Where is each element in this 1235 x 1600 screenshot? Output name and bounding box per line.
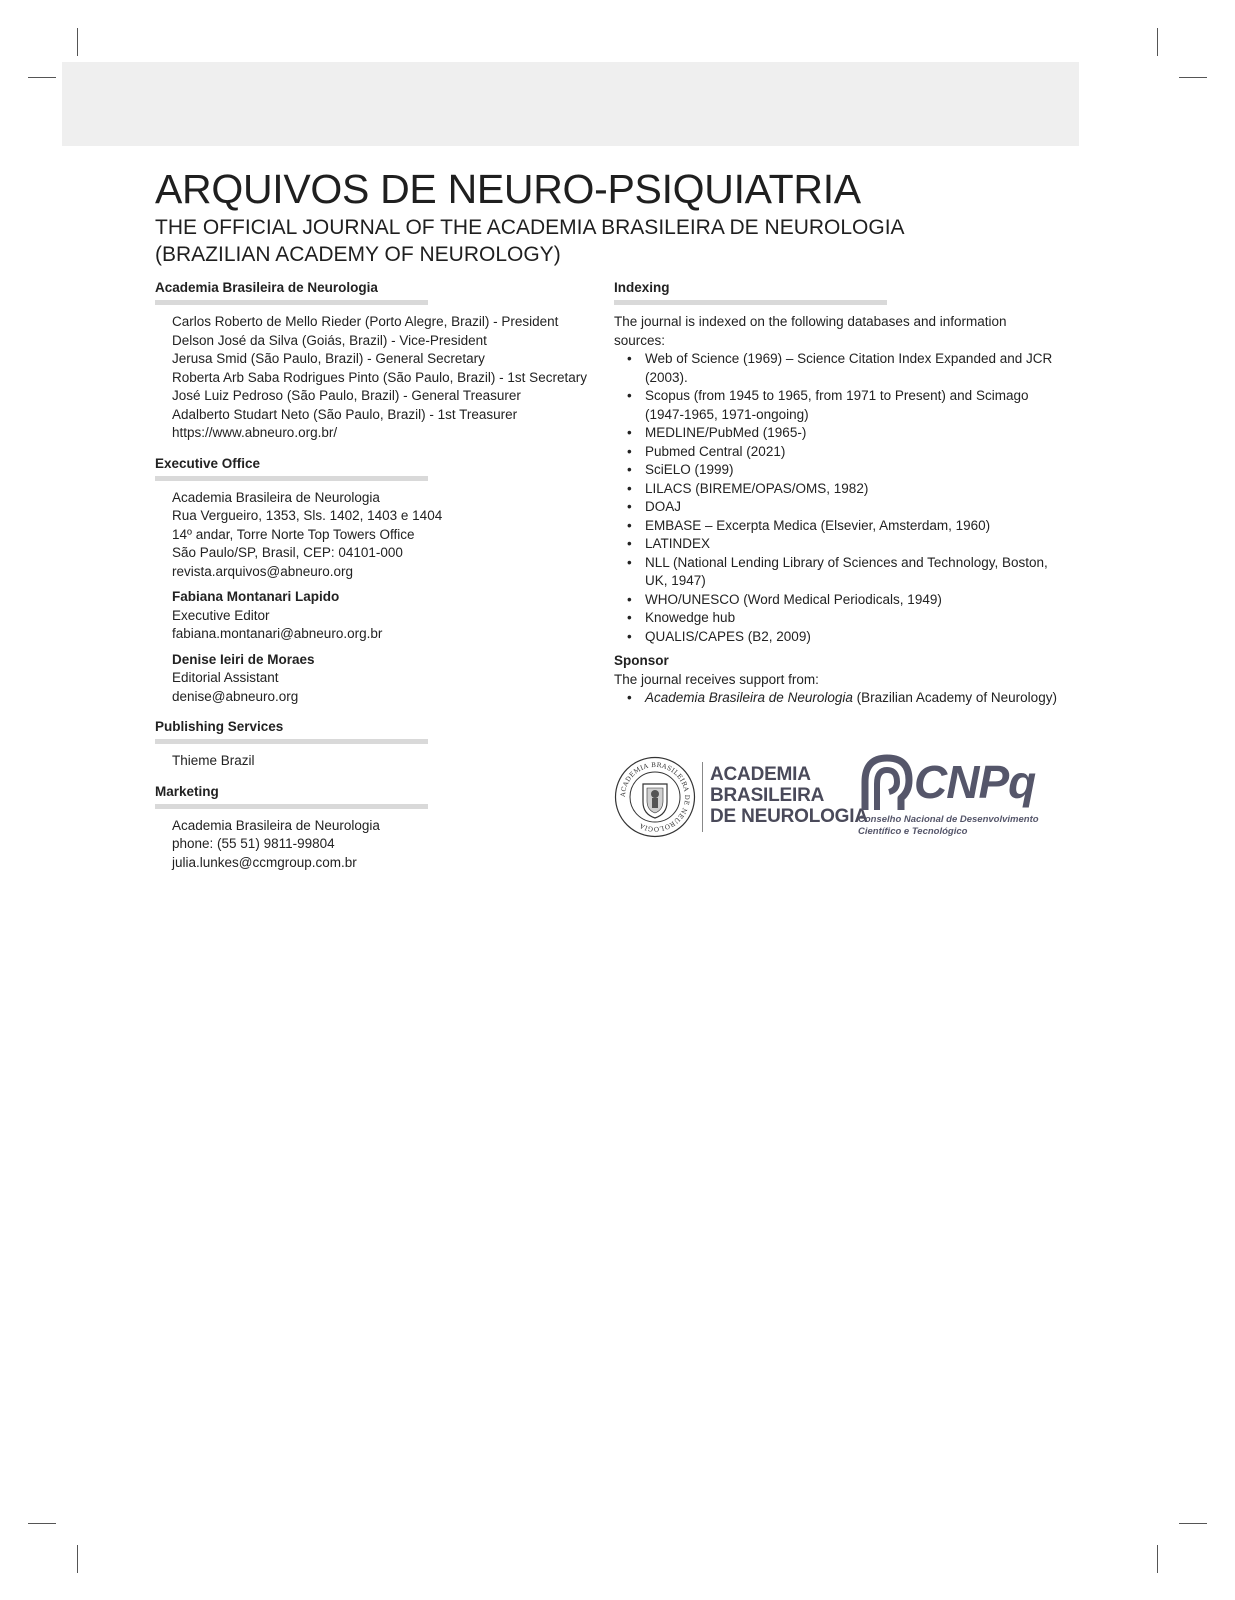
crop-mark-tl-h [28,77,56,78]
assistant-email-link[interactable]: denise@abneuro.org [172,688,299,704]
sponsor-intro: The journal receives support from: [614,671,819,687]
assistant-role: Editorial Assistant [172,670,279,685]
section-body-publishing [155,752,585,771]
section-body-executive-office [155,489,585,707]
crop-mark-bl-h [28,1523,56,1524]
section-heading-academia: Academia Brasileira de Neurologia [155,280,378,295]
editor-role: Executive Editor [172,607,270,623]
abn-wordmark-line1: ACADEMIA [710,764,811,785]
assistant-name: Denise Ieiri de Moraes [172,651,315,667]
section-heading-executive-office: Executive Office [155,455,261,471]
section-bar [614,300,887,305]
section-heading-indexing: Indexing [614,280,670,295]
publisher-name: Thieme Brazil [172,753,255,768]
list-item: • MEDLINE/PubMed (1965-) [627,424,1064,443]
board-member-1st-secretary: Roberta Arb Saba Rodrigues Pinto (São Paulo, Brazil) - 1st Secretary [172,369,587,385]
section-bar [155,476,428,481]
logo-divider [702,762,703,832]
marketing-phone: phone: (55 51) 9811-99804 [172,836,335,851]
indexing-intro-line1: The journal is indexed on the following databases and information [614,314,1007,329]
section-bar [155,300,428,305]
section-executive-office [155,455,585,707]
right-column [614,279,1064,708]
board-member-1st-treasurer: Adalberto Studart Neto (São Paulo, Brazil) - 1st Treasurer [172,406,518,422]
crop-mark-tr-h [1179,77,1207,78]
section-bar [155,804,428,809]
section-sponsor [614,652,1064,708]
list-item: • LILACS (BIREME/OPAS/OMS, 1982) [627,480,1064,499]
list-item: • NLL (National Lending Library of Sciences and Technology, Boston, UK, 1947) [627,554,1064,591]
list-item: • Knowedge hub [627,609,1064,628]
cnpq-head-icon [853,752,915,814]
section-marketing [155,783,585,873]
list-item: • WHO/UNESCO (Word Medical Periodicals, 1949) [627,591,1064,610]
editor-email-link[interactable]: fabiana.montanari@abneuro.org.br [172,626,383,641]
section-body-marketing [155,817,585,873]
crop-mark-tl-v [77,28,78,56]
board-member-general-treasurer: José Luiz Pedroso (São Paulo, Brazil) - General Treasurer [172,388,521,403]
section-academia [155,279,585,443]
sponsor-name: Academia Brasileira de Neurologia [645,690,853,705]
abn-seal-text: ACADEMIA BRASILEIRA DE NEUROLOGIA [618,760,692,834]
section-heading-publishing: Publishing Services [155,719,284,734]
list-item: • QUALIS/CAPES (B2, 2009) [627,628,1064,647]
list-item: • Scopus (from 1945 to 1965, from 1971 to Present) and Scimago (1947-1965, 1971-ongoing) [627,387,1064,424]
list-item: • Web of Science (1969) – Science Citation Index Expanded and JCR (2003). [627,350,1064,387]
indexing-list [614,350,1064,646]
section-heading-sponsor: Sponsor [614,653,669,668]
section-publishing [155,718,585,771]
abn-seal-logo [614,756,696,838]
cnpq-subtitle-line2: Científico e Tecnológico [858,826,968,837]
office-line: 14º andar, Torre Norte Top Towers Office [172,526,415,542]
abn-wordmark-line3: DE NEUROLOGIA [710,806,868,827]
marketing-email-link[interactable]: julia.lunkes@ccmgroup.com.br [172,854,357,870]
list-item: • LATINDEX [627,535,1064,554]
office-line: São Paulo/SP, Brasil, CEP: 04101-000 [172,545,403,560]
indexing-intro-line2: sources: [614,332,666,348]
indexing-intro [614,313,1064,350]
crop-mark-br-h [1179,1523,1207,1524]
journal-title: ARQUIVOS DE NEURO-PSIQUIATRIA [155,166,861,212]
cnpq-subtitle-line1: Conselho Nacional de Desenvolvimento [858,814,1039,825]
crop-mark-bl-v [77,1545,78,1573]
board-member-vice-president: Delson José da Silva (Goiás, Brazil) - Vice-President [172,332,487,348]
office-email-link[interactable]: revista.arquivos@abneuro.org [172,563,354,579]
cnpq-wordmark: CNPq [914,756,1036,808]
journal-subtitle-line1: THE OFFICIAL JOURNAL OF THE ACADEMIA BRASILEIRA DE NEUROLOGIA [155,216,905,239]
board-member-president: Carlos Roberto de Mello Rieder (Porto Alegre, Brazil) - President [172,314,559,329]
office-line: Rua Vergueiro, 1353, Sls. 1402, 1403 e 1404 [172,508,443,523]
list-item: • DOAJ [627,498,1064,517]
list-item: • Pubmed Central (2021) [627,443,1064,462]
abn-wordmark [710,764,868,827]
list-item: • EMBASE – Excerpta Medica (Elsevier, Amsterdam, 1960) [627,517,1064,536]
section-body-academia [155,313,585,443]
crop-mark-tr-v [1157,28,1158,56]
sponsor-list [614,689,1064,708]
list-item: • SciELO (1999) [627,461,1064,480]
section-bar [155,739,428,744]
sponsor-name-english: (Brazilian Academy of Neurology) [852,690,1057,705]
header-band [62,62,1079,146]
crop-mark-br-v [1157,1545,1158,1573]
journal-subtitle-line2: (BRAZILIAN ACADEMY OF NEUROLOGY) [155,243,561,266]
sponsor-logos [614,752,1064,842]
cnpq-subtitle [858,814,1039,838]
office-line: Academia Brasileira de Neurologia [172,489,380,505]
abn-wordmark-line2: BRASILEIRA [710,785,825,806]
academia-website-link[interactable]: https://www.abneuro.org.br/ [172,425,338,440]
section-heading-marketing: Marketing [155,783,219,799]
marketing-org: Academia Brasileira de Neurologia [172,817,380,833]
editor-name: Fabiana Montanari Lapido [172,589,340,604]
section-indexing [614,279,1064,646]
left-column [155,279,585,872]
board-member-general-secretary: Jerusa Smid (São Paulo, Brazil) - General Secretary [172,351,485,366]
journal-subtitle [155,214,905,268]
list-item [627,689,1064,708]
